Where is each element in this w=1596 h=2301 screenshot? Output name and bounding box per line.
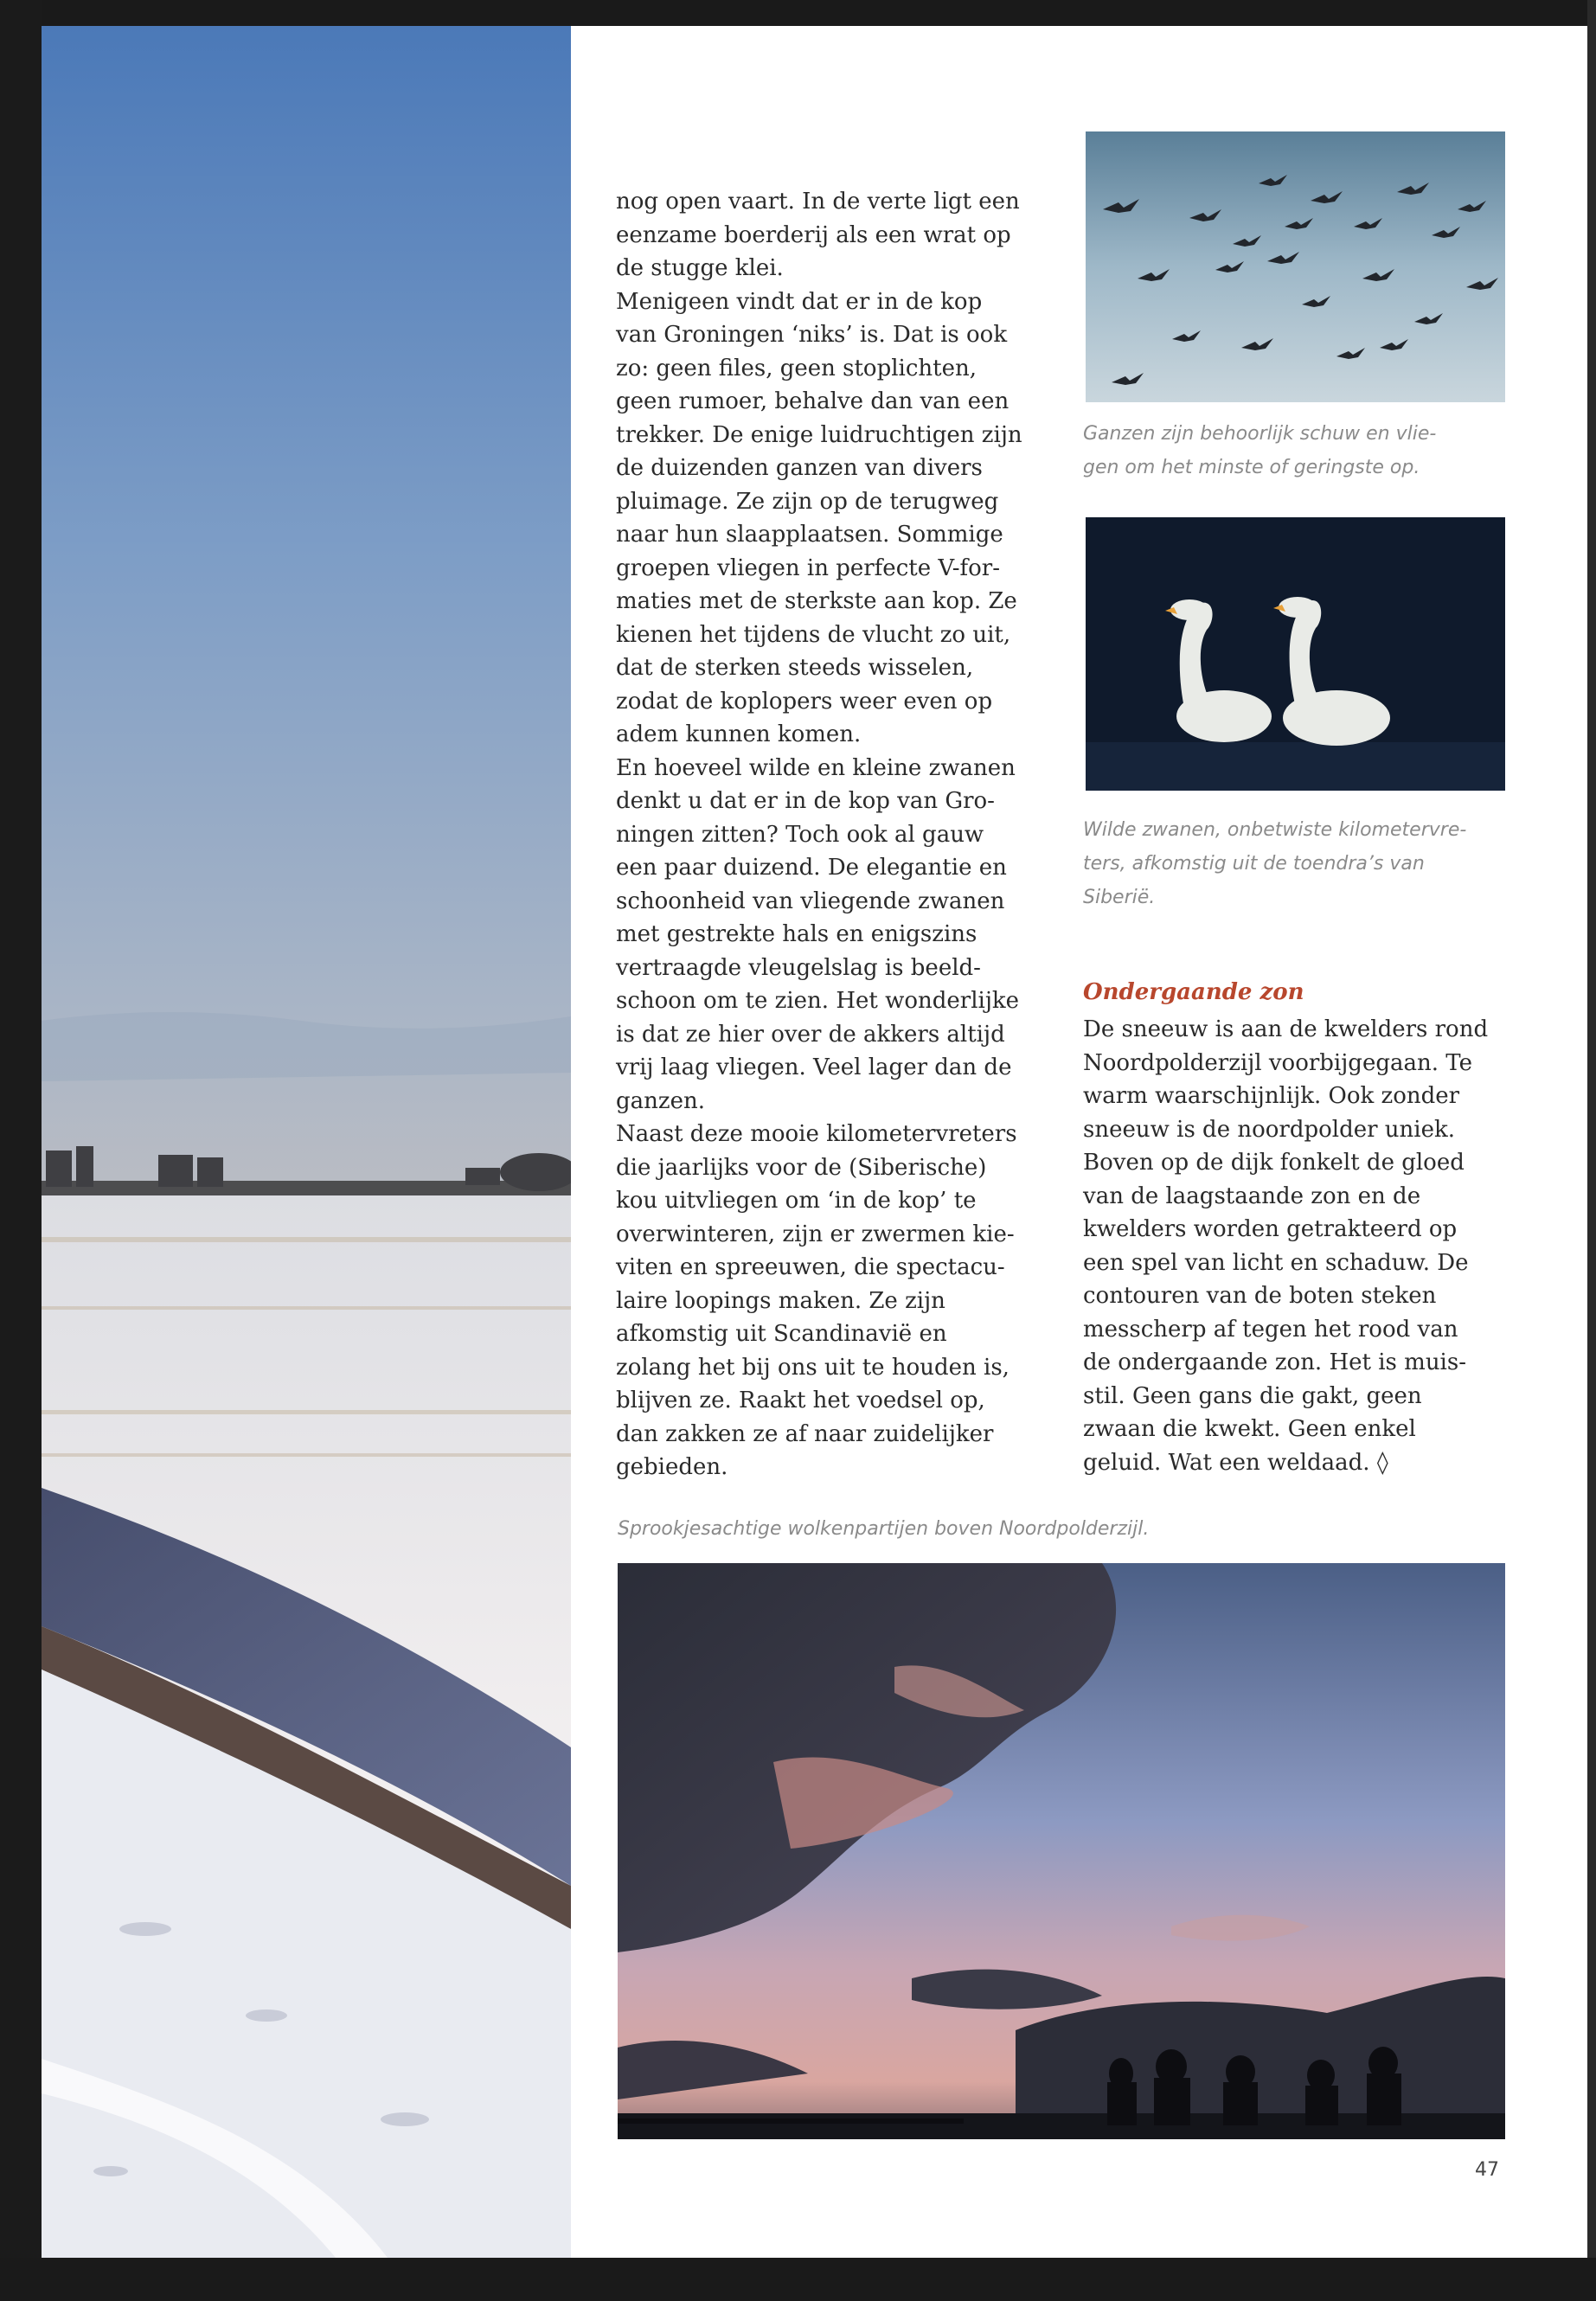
text-line: een paar duizend. De elegantie en: [616, 855, 1007, 881]
caption-line: gen om het minste of geringste op.: [1083, 457, 1420, 478]
swans-photo: [1086, 517, 1505, 791]
text-line: schoonheid van vliegende zwanen: [616, 888, 1005, 914]
caption-line: Ganzen zijn behoorlijk schuw en vlie-: [1083, 423, 1437, 445]
text-line: blijven ze. Raakt het voedsel op,: [616, 1388, 985, 1413]
text-line: ganzen.: [616, 1087, 705, 1114]
text-line: viten en spreeuwen, die spectacu-: [616, 1254, 1005, 1280]
scan-border-right: [1587, 0, 1596, 2301]
text-line: van Groningen ‘niks’ is. Dat is ook: [616, 322, 1008, 348]
text-line: geluid. Wat een weldaad. ◊: [1083, 1449, 1388, 1476]
page-number: 47: [1475, 2159, 1499, 2181]
text-line: de ondergaande zon. Het is muis-: [1083, 1349, 1467, 1375]
text-line: kienen het tijdens de vlucht zo uit,: [616, 621, 1011, 648]
text-line: denkt u dat er in de kop van Gro-: [616, 788, 995, 814]
text-line: zolang het bij ons uit te houden is,: [616, 1354, 1010, 1381]
text-line: eenzame boerderij als een wrat op: [616, 221, 1011, 248]
scan-border-left: [0, 0, 42, 2301]
text-line: groepen vliegen in perfecte V-for-: [616, 554, 1001, 581]
text-line: laire loopings maken. Ze zijn: [616, 1287, 945, 1314]
text-line: messcherp af tegen het rood van: [1083, 1316, 1458, 1343]
text-line: de duizenden ganzen van divers: [616, 455, 983, 481]
text-line: van de laagstaande zon en de: [1083, 1183, 1421, 1209]
text-line: Naast deze mooie kilometervreters: [616, 1121, 1017, 1147]
sunset-caption: Sprookjesachtige wolkenpartijen boven Noordpolderzijl.: [618, 1518, 1150, 1540]
swans-caption: [1083, 813, 1466, 914]
text-line: warm waarschijnlijk. Ook zonder: [1083, 1083, 1460, 1109]
text-line: trekker. De enige luidruchtigen zijn: [616, 421, 1022, 448]
text-line: kwelders worden getrakteerd op: [1083, 1216, 1458, 1242]
text-line: naar hun slaapplaatsen. Sommige: [616, 522, 1003, 548]
text-line: geen rumoer, behalve dan van een: [616, 388, 1010, 414]
text-line: maties met de sterkste aan kop. Ze: [616, 588, 1017, 614]
snowy-landscape-photo: [42, 26, 571, 2258]
text-line: adem kunnen komen.: [616, 721, 862, 747]
text-line: contouren van de boten steken: [1083, 1283, 1437, 1309]
text-line: afkomstig uit Scandinavië en: [616, 1321, 947, 1347]
article-column-left: [616, 185, 1048, 1484]
text-line: de stugge klei.: [616, 255, 784, 281]
text-line: dan zakken ze af naar zuidelijker: [616, 1420, 994, 1447]
geese-caption: [1083, 417, 1436, 484]
text-line: die jaarlijks voor de (Siberische): [616, 1154, 987, 1181]
caption-line: ters, afkomstig uit de toendra’s van: [1083, 853, 1425, 875]
text-line: vertraagde vleugelslag is beeld-: [616, 954, 981, 981]
text-line: zodat de koplopers weer even op: [616, 688, 993, 715]
text-line: zwaan die kwekt. Geen enkel: [1083, 1416, 1416, 1442]
flying-geese-photo: [1086, 131, 1505, 402]
section-heading: Ondergaande zon: [1083, 979, 1304, 1005]
article-column-right: [1083, 1013, 1516, 1479]
text-line: ningen zitten? Toch ook al gauw: [616, 821, 984, 848]
caption-line: Siberië.: [1083, 887, 1156, 908]
text-line: een spel van licht en schaduw. De: [1083, 1249, 1469, 1276]
text-line: Boven op de dijk fonkelt de gloed: [1083, 1150, 1465, 1176]
text-line: Menigeen vindt dat er in de kop: [616, 288, 983, 315]
text-line: is dat ze hier over de akkers altijd: [616, 1021, 1005, 1048]
text-line: Noordpolderzijl voorbijgegaan. Te: [1083, 1049, 1472, 1076]
text-line: stil. Geen gans die gakt, geen: [1083, 1382, 1422, 1409]
text-line: pluimage. Ze zijn op de terugweg: [616, 488, 999, 515]
text-line: zo: geen files, geen stoplichten,: [616, 355, 977, 381]
text-line: kou uitvliegen om ‘in de kop’ te: [616, 1188, 977, 1214]
text-line: vrij laag vliegen. Veel lager dan de: [616, 1054, 1012, 1080]
text-line: nog open vaart. In de verte ligt een: [616, 189, 1020, 215]
text-line: schoon om te zien. Het wonderlijke: [616, 988, 1020, 1014]
text-line: gebieden.: [616, 1454, 728, 1480]
text-line: sneeuw is de noordpolder uniek.: [1083, 1116, 1456, 1143]
caption-line: Wilde zwanen, onbetwiste kilometervre-: [1083, 819, 1467, 841]
text-line: overwinteren, zijn er zwermen kie-: [616, 1221, 1015, 1247]
text-line: met gestrekte hals en enigszins: [616, 921, 977, 947]
text-line: De sneeuw is aan de kwelders rond: [1083, 1016, 1489, 1042]
sunset-clouds-photo: [618, 1563, 1505, 2139]
text-line: En hoeveel wilde en kleine zwanen: [616, 754, 1016, 781]
text-line: dat de sterken steeds wisselen,: [616, 655, 974, 681]
scan-border-bottom: [0, 2258, 1596, 2301]
scan-border-top: [0, 0, 1596, 26]
